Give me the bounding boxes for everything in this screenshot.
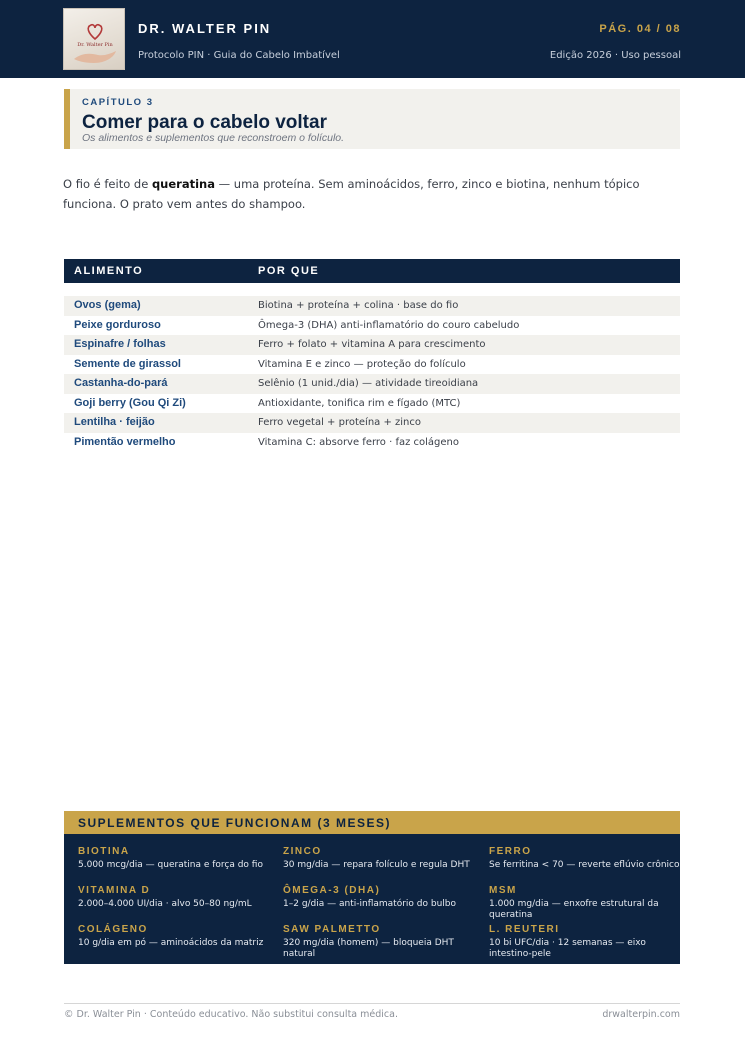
intro-text: — uma proteína. Sem aminoácidos, ferro, zinco e biotina, nenhum tópico funciona. O prato vem antes do shampoo. — [63, 177, 640, 211]
table-header — [64, 259, 680, 283]
supplement-name: MSM — [489, 885, 517, 896]
supplement-item — [489, 846, 681, 871]
supplement-item — [78, 885, 270, 910]
supplement-desc: 30 mg/dia — repara folículo e regula DHT — [283, 860, 470, 870]
supplement-desc: Se ferritina < 70 — reverte eflúvio crônico — [489, 860, 680, 870]
supplement-desc: 10 g/dia em pó — aminoácidos da matriz — [78, 938, 264, 948]
supplement-desc: 320 mg/dia (homem) — bloqueia DHT natural — [283, 938, 454, 959]
table-row — [64, 316, 680, 336]
food-cell: Espinafre / folhas — [74, 338, 166, 350]
footer-divider — [64, 1003, 680, 1004]
reason-cell: Antioxidante, tonifica rim e fígado (MTC) — [258, 397, 461, 409]
reason-cell: Vitamina C: absorve ferro · faz colágeno — [258, 436, 460, 448]
reason-cell: Biotina + proteína + colina · base do fio — [258, 300, 459, 311]
supplement-name: ZINCO — [283, 846, 322, 857]
intro-paragraph — [63, 175, 683, 214]
food-table — [64, 259, 680, 452]
reason-cell: Selênio (1 unid./dia) — atividade tireoidiana — [258, 378, 479, 389]
reason-cell: Ferro vegetal + proteína + zinco — [258, 417, 422, 428]
intro-bold: queratina — [151, 177, 215, 191]
header-subline: Protocolo PIN · Guia do Cabelo Imbatível — [138, 50, 340, 61]
food-cell: Pimentão vermelho — [74, 435, 176, 448]
reason-cell: Ferro + folato + vitamina A para crescimento — [258, 339, 486, 350]
heart-hand-icon — [64, 9, 125, 70]
supplement-name: ÔMEGA-3 (DHA) — [283, 885, 381, 896]
brand-name: DR. WALTER PIN — [138, 21, 272, 36]
supplement-item — [489, 924, 681, 960]
supplement-name: VITAMINA D — [78, 885, 151, 896]
supplement-desc: 10 bi UFC/dia · 12 semanas — eixo intestino-pele — [489, 938, 646, 959]
supplement-item — [283, 846, 475, 871]
supplement-item — [78, 924, 270, 949]
supplements-panel — [64, 811, 680, 964]
supplement-item — [489, 885, 681, 921]
supplement-item — [78, 846, 270, 871]
page-header — [0, 0, 745, 78]
supplements-header — [64, 811, 680, 834]
food-cell: Semente de girassol — [74, 357, 181, 370]
table-row — [64, 355, 680, 375]
reason-cell: Vitamina E e zinco — proteção do folículo — [258, 358, 466, 370]
footer-website-link[interactable]: drwalterpin.com — [602, 1009, 680, 1020]
supplements-grid — [64, 834, 680, 964]
supplement-desc: 5.000 mcg/dia — queratina e força do fio — [78, 860, 263, 870]
food-cell: Peixe gorduroso — [74, 318, 161, 331]
food-cell: Lentilha · feijão — [74, 416, 155, 428]
column-header-why: POR QUE — [258, 265, 320, 277]
supplement-name: COLÁGENO — [78, 924, 148, 935]
supplement-name: SAW PALMETTO — [283, 924, 381, 935]
supplements-title: SUPLEMENTOS QUE FUNCIONAM (3 MESES) — [78, 816, 391, 830]
food-cell: Goji berry (Gou Qi Zi) — [74, 396, 186, 409]
chapter-banner — [64, 89, 680, 149]
footer-disclaimer: © Dr. Walter Pin · Conteúdo educativo. Não substitui consulta médica. — [64, 1009, 398, 1020]
food-cell: Castanha-do-pará — [74, 377, 168, 389]
reason-cell: Ômega-3 (DHA) anti-inflamatório do couro cabeludo — [258, 319, 520, 331]
supplement-item — [283, 885, 475, 910]
supplement-name: FERRO — [489, 846, 532, 857]
supplement-desc: 1.000 mg/dia — enxofre estrutural da queratina — [489, 899, 659, 920]
chapter-kicker: CAPÍTULO 3 — [82, 97, 154, 108]
edition-label: Edição 2026 · Uso pessoal — [549, 50, 681, 61]
supplement-name: L. REUTERI — [489, 924, 560, 935]
chapter-title: Comer para o cabelo voltar — [82, 112, 327, 133]
supplement-desc: 1–2 g/dia — anti-inflamatório do bulbo — [283, 899, 456, 909]
page-number: PÁG. 04 / 08 — [599, 23, 681, 35]
logo-name: Dr. Walter Pin — [77, 42, 113, 48]
chapter-subtitle: Os alimentos e suplementos que reconstroem o folículo. — [82, 132, 345, 144]
table-row — [64, 433, 680, 453]
supplement-desc: 2.000–4.000 UI/dia · alvo 50–80 ng/mL — [78, 899, 252, 909]
table-row — [64, 374, 680, 394]
table-row — [64, 335, 680, 355]
intro-text: O fio é feito de — [63, 177, 152, 191]
table-row — [64, 394, 680, 414]
table-row — [64, 413, 680, 433]
supplement-name: BIOTINA — [78, 846, 130, 857]
table-row — [64, 296, 680, 316]
supplement-item — [283, 924, 475, 960]
doctor-logo — [63, 8, 125, 70]
food-cell: Ovos (gema) — [74, 299, 141, 311]
column-header-food: ALIMENTO — [74, 265, 144, 277]
